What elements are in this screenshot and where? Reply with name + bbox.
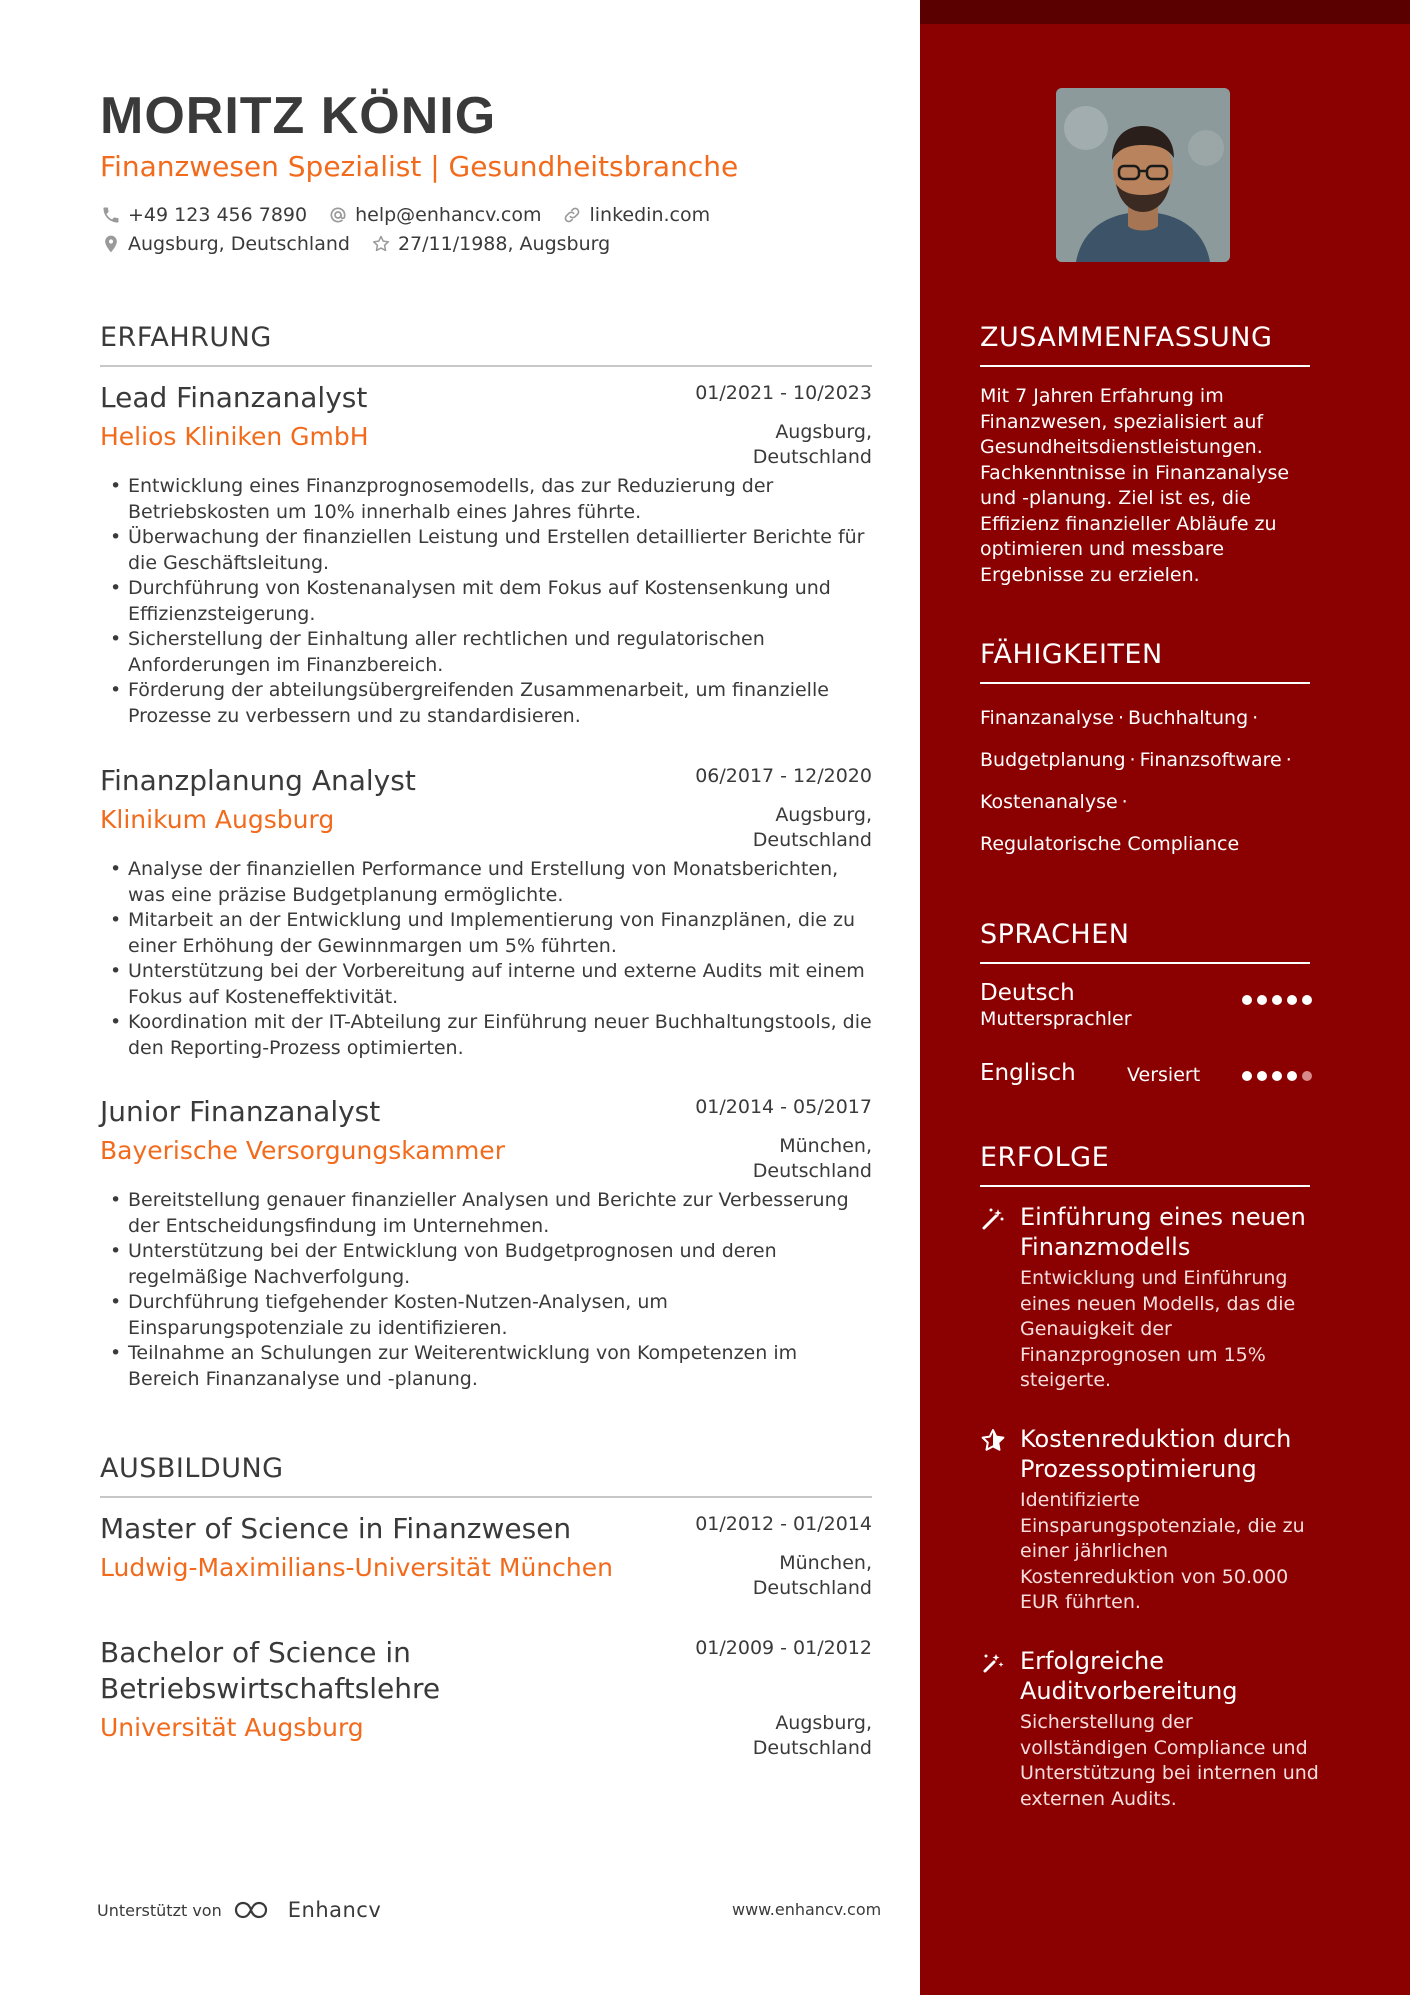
achievement-title: Kostenreduktion durch Prozessoptimierung: [1020, 1425, 1292, 1483]
section-title-experience: ERFAHRUNG: [100, 322, 872, 367]
education-dates: 01/2012 - 01/2014: [695, 1513, 872, 1535]
sidebar-top-bar: [920, 0, 1410, 24]
contact-email[interactable]: [327, 204, 541, 226]
job-title: Junior Finanzanalyst: [100, 1095, 381, 1128]
bullet: • Koordination mit der IT-Abteilung zur Einführung neuer Buchhaltungstools, die den Reporting-Prozess optimierten.: [100, 1010, 872, 1061]
achievement-description: Sicherstellung der vollständigen Compliance und Unterstützung bei internen und externen Audits.: [1020, 1711, 1319, 1810]
achievement-title: Erfolgreiche Auditvorbereitung: [1020, 1647, 1238, 1705]
job-title: Lead Finanzanalyst: [100, 381, 368, 414]
bullet: • Teilnahme an Schulungen zur Weiterentwicklung von Kompetenzen im Bereich Finanzanalyse und -planung.: [100, 1341, 872, 1392]
school-name: Ludwig-Maximilians-Universität München: [100, 1553, 613, 1582]
skills-row: [980, 823, 1320, 865]
candidate-name: MORITZ KÖNIG: [100, 87, 497, 145]
star-icon: [980, 1428, 1006, 1454]
proficiency-dot: [1257, 995, 1267, 1005]
bullet: • Sicherstellung der Einhaltung aller rechtlichen und regulatorischen Anforderungen im Finanzbereich.: [100, 627, 872, 678]
language-item: [980, 1060, 1320, 1086]
proficiency-dot-empty: [1302, 1071, 1312, 1081]
section-title-languages: SPRACHEN: [980, 919, 1310, 964]
proficiency-dot: [1287, 1071, 1297, 1081]
birth-text: 27/11/1988, Augsburg: [397, 233, 611, 255]
job-dates: 01/2021 - 10/2023: [695, 382, 872, 404]
phone-icon: [100, 204, 122, 226]
bullet: • Bereitstellung genauer finanzieller Analysen und Berichte zur Verbesserung der Entscheidungsfindung im Unternehmen.: [100, 1188, 872, 1239]
achievement-description: Entwicklung und Einführung eines neuen Modells, das die Genauigkeit der Finanzprognosen um 15% steigerte.: [1020, 1267, 1296, 1391]
enhancv-brand-text: Enhancv: [287, 1898, 382, 1922]
proficiency-dot: [1272, 1071, 1282, 1081]
language-name: Englisch: [980, 1060, 1076, 1086]
headline: Finanzwesen Spezialist | Gesundheitsbranche: [100, 150, 739, 183]
contact-linkedin[interactable]: [561, 204, 710, 226]
at-icon: [327, 204, 349, 226]
language-proficiency-dots: [1237, 995, 1312, 1005]
enhancv-logo[interactable]: [232, 1898, 382, 1922]
location-text: Augsburg, Deutschland: [128, 233, 350, 255]
bullet: • Unterstützung bei der Entwicklung von Budgetprognosen und deren regelmäßige Nachverfolgung.: [100, 1239, 872, 1290]
job-location: München, Deutschland: [752, 1135, 872, 1182]
experience-entry: [100, 763, 872, 1061]
skill-item: Finanzanalyse: [980, 707, 1114, 729]
sparkle-wand-icon: [980, 1650, 1006, 1676]
job-bullets: [100, 857, 872, 1061]
powered-by-text: Unterstützt von: [97, 1900, 222, 1920]
achievement-item: [980, 1424, 1320, 1616]
achievement-item: [980, 1646, 1320, 1812]
school-name: Universität Augsburg: [100, 1713, 364, 1742]
section-title-skills: FÄHIGKEITEN: [980, 639, 1310, 684]
language-name: Deutsch: [980, 980, 1075, 1006]
bullet: • Unterstützung bei der Vorbereitung auf interne und externe Audits mit einem Fokus auf Kosteneffektivität.: [100, 959, 872, 1010]
skills-row: Budgetplanung · Finanzsoftware ·: [980, 749, 1292, 771]
skill-item: Buchhaltung: [1128, 707, 1249, 729]
section-title-summary: ZUSAMMENFASSUNG: [980, 322, 1310, 367]
job-title: Finanzplanung Analyst: [100, 764, 416, 797]
proficiency-dot: [1302, 995, 1312, 1005]
language-proficiency-dots: [1237, 1071, 1312, 1081]
degree-title: Master of Science in Finanzwesen: [100, 1512, 572, 1545]
skill-item: Budgetplanung: [980, 749, 1126, 771]
sidebar: [920, 0, 1410, 1995]
skills-list: [980, 697, 1320, 865]
location-pin-icon: [100, 233, 122, 255]
achievement-item: [980, 1202, 1320, 1394]
language-level: Muttersprachler: [980, 1008, 1132, 1030]
job-bullets: [100, 1188, 872, 1392]
skills-row: Finanzanalyse · Buchhaltung ·: [980, 707, 1259, 729]
phone-text: +49 123 456 7890: [128, 204, 308, 226]
job-dates: 01/2014 - 05/2017: [695, 1096, 872, 1118]
achievement-description: Identifizierte Einsparungspotenziale, die zu einer jährlichen Kostenreduktion von 50.000 EUR führten.: [1020, 1489, 1305, 1613]
enhancv-logo-icon: [232, 1898, 280, 1922]
profile-photo: [1056, 88, 1230, 262]
contact-row-2: [100, 233, 630, 255]
summary-text: Mit 7 Jahren Erfahrung im Finanzwesen, spezialisiert auf Gesundheitsdienstleistungen. Fachkenntnisse in Finanzanalyse und -planung. Ziel ist es, die Effizienz finanzieller Abläufe zu optimieren und messbare Ergebnisse zu erzielen.: [980, 385, 1290, 586]
footer-url[interactable]: www.enhancv.com: [732, 1900, 882, 1919]
bullet: • Mitarbeit an der Entwicklung und Implementierung von Finanzplänen, die zu einer Erhöhung der Gewinnmargen um 5% führten.: [100, 908, 872, 959]
education-entry: [100, 1511, 872, 1601]
job-dates: 06/2017 - 12/2020: [695, 765, 872, 787]
degree-title: Bachelor of Science in Betriebswirtschaftslehre: [100, 1636, 441, 1705]
experience-entry: [100, 1094, 872, 1392]
education-location: Augsburg, Deutschland: [752, 1712, 872, 1759]
proficiency-dot: [1242, 995, 1252, 1005]
proficiency-dot: [1272, 995, 1282, 1005]
link-icon: [561, 204, 583, 226]
bullet: • Durchführung tiefgehender Kosten-Nutzen-Analysen, um Einsparungspotenziale zu identifizieren.: [100, 1290, 872, 1341]
company-name: Helios Kliniken GmbH: [100, 422, 369, 451]
email-text: help@enhancv.com: [355, 204, 542, 226]
magic-wand-icon: [980, 1206, 1006, 1232]
language-level: Versiert: [1127, 1064, 1201, 1086]
education-location: München, Deutschland: [752, 1552, 872, 1599]
job-bullets: [100, 474, 872, 729]
section-title-achievements: ERFOLGE: [980, 1142, 1310, 1187]
linkedin-text: linkedin.com: [589, 204, 711, 226]
language-item: [980, 980, 1320, 1030]
company-name: Bayerische Versorgungskammer: [100, 1136, 505, 1165]
proficiency-dot: [1287, 995, 1297, 1005]
proficiency-dot: [1242, 1071, 1252, 1081]
bullet: • Überwachung der finanziellen Leistung und Erstellen detaillierter Berichte für die Geschäftsleitung.: [100, 525, 872, 576]
skill-item: Finanzsoftware: [1139, 749, 1282, 771]
bullet: • Entwicklung eines Finanzprognosemodells, das zur Reduzierung der Betriebskosten um 10% innerhalb eines Jahres führte.: [100, 474, 872, 525]
skill-item: Regulatorische Compliance: [980, 833, 1240, 855]
company-name: Klinikum Augsburg: [100, 805, 335, 834]
skill-item: Kostenanalyse: [980, 791, 1118, 813]
contact-birth: [370, 233, 610, 255]
job-location: Augsburg, Deutschland: [752, 421, 872, 468]
bullet: • Förderung der abteilungsübergreifenden Zusammenarbeit, um finanzielle Prozesse zu verbessern und zu standardisieren.: [100, 678, 872, 729]
bullet: • Durchführung von Kostenanalysen mit dem Fokus auf Kostensenkung und Effizienzsteigerung.: [100, 576, 872, 627]
job-location: Augsburg, Deutschland: [752, 804, 872, 851]
section-title-education: AUSBILDUNG: [100, 1453, 872, 1498]
contact-row-1: [100, 204, 730, 226]
education-dates: 01/2009 - 01/2012: [695, 1637, 872, 1659]
star-outline-icon: [370, 233, 392, 255]
skills-row: Kostenanalyse ·: [980, 791, 1128, 813]
achievement-title: Einführung eines neuen Finanzmodells: [1020, 1203, 1306, 1261]
contact-location: [100, 233, 350, 255]
proficiency-dot: [1257, 1071, 1267, 1081]
education-entry: [100, 1635, 872, 1761]
bullet: • Analyse der finanziellen Performance und Erstellung von Monatsberichten, was eine präzise Budgetplanung ermöglichte.: [100, 857, 872, 908]
contact-phone: [100, 204, 307, 226]
footer-branding: [97, 1898, 381, 1922]
experience-entry: [100, 380, 872, 729]
